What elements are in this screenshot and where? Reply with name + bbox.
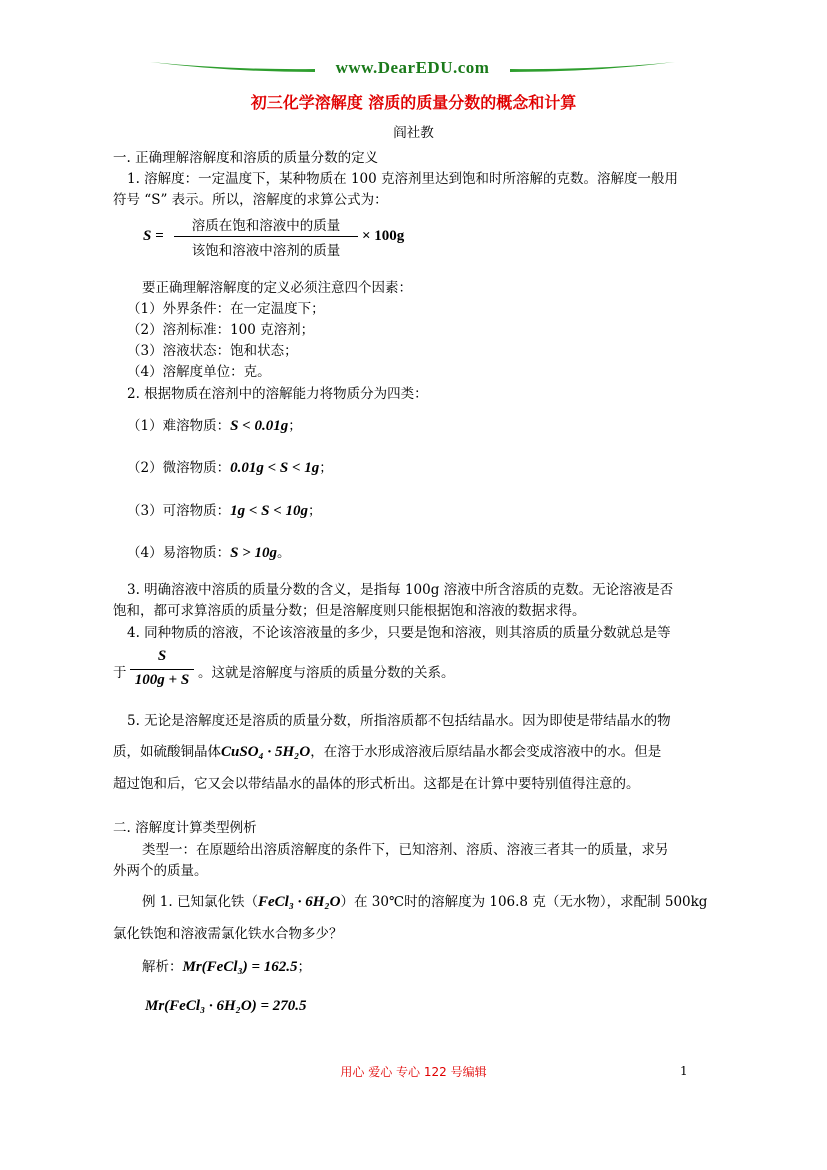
example-1-line-1 — [142, 890, 707, 911]
paragraph-3-line-1: 3. 明确溶液中溶质的质量分数的含义，是指每 100g 溶液中所含溶质的克数。无论溶液是否 — [127, 582, 674, 598]
analysis-expression: Mr(FeCl₃) = 162.5 — [182, 959, 298, 975]
paragraph-1-line-2: 符号 “S” 表示。所以，溶解度的求算公式为： — [113, 192, 388, 208]
site-brand[interactable]: www.DearEDU.com — [335, 58, 490, 77]
example-1-line-2: 氯化铁饱和溶液需氯化铁水合物多少？ — [113, 926, 343, 942]
text-span: 质，如硫酸铜晶体 — [113, 744, 221, 760]
class-label: （1）难溶物质： — [127, 418, 231, 434]
class-label: （2）微溶物质： — [127, 460, 231, 476]
solubility-class — [127, 456, 333, 477]
factor-item: （3）溶液状态：饱和状态； — [127, 343, 298, 359]
class-end: ； — [288, 418, 302, 434]
section1-heading: 一. 正确理解溶解度和溶质的质量分数的定义 — [113, 150, 379, 166]
class-expression: 0.01g < S < 1g — [230, 460, 320, 476]
section2-heading: 二. 溶解度计算类型例析 — [113, 820, 257, 836]
analysis-line-1 — [142, 955, 311, 976]
text-span: ； — [297, 959, 312, 975]
fraction-denominator: 100g + S — [134, 672, 190, 688]
mass-fraction-formula — [128, 648, 196, 692]
copper-sulfate-formula: CuSO₄ · 5H₂O — [221, 744, 311, 760]
fraction-bar — [174, 236, 358, 237]
class-end: ； — [319, 460, 333, 476]
class-end: 。 — [276, 545, 291, 561]
page-number: 1 — [680, 1064, 688, 1078]
formula-denominator: 该饱和溶液中溶剂的质量 — [191, 243, 341, 259]
class-expression: S > 10g — [230, 545, 277, 561]
class-end: ； — [308, 503, 322, 519]
formula-fraction — [172, 214, 360, 260]
factors-intro: 要正确理解溶解度的定义必须注意四个因素： — [142, 280, 412, 296]
document-author: 阎社教 — [393, 125, 434, 141]
ferric-chloride-formula: FeCl₃ · 6H₂O — [257, 894, 341, 910]
factor-item: （4）溶解度单位：克。 — [127, 364, 271, 380]
paragraph-3-line-2: 饱和，都可求算溶质的质量分数；但是溶解度则只能根据饱和溶液的数据求得。 — [113, 603, 586, 619]
formula-lhs: S = — [143, 228, 164, 244]
paragraph-4-suffix: 。这就是溶解度与溶质的质量分数的关系。 — [198, 665, 455, 681]
class-expression: 1g < S < 10g — [230, 503, 309, 519]
factor-item: （1）外界条件：在一定温度下； — [127, 301, 325, 317]
paragraph-5-line-3: 超过饱和后，它又会以带结晶水的晶体的形式析出。这都是在计算中要特别值得注意的。 — [113, 776, 640, 792]
factor-item: （2）溶剂标准：100 克溶剂； — [127, 322, 315, 338]
page-footer: 用心 爱心 专心 122 号编辑 — [340, 1065, 487, 1079]
text-span: ，在溶于水形成溶液后原结晶水都会变成溶液中的水。但是 — [310, 744, 662, 760]
paragraph-5-line-2 — [113, 740, 661, 761]
class-label: （3）可溶物质： — [127, 503, 231, 519]
class-label: （4）易溶物质： — [127, 545, 231, 561]
paragraph-4-prefix: 于 — [113, 665, 127, 681]
document-title: 初三化学溶解度 溶质的质量分数的概念和计算 — [250, 93, 577, 112]
fraction-numerator: S — [157, 648, 167, 664]
paragraph-4-line-1: 4. 同种物质的溶液，不论该溶液量的多少，只要是饱和溶液，则其溶质的质量分数就总是等 — [127, 625, 671, 641]
site-header — [150, 56, 675, 82]
formula-numerator: 溶质在饱和溶液中的质量 — [191, 218, 341, 234]
text-span: ）在 30℃时的溶解度为 106.8 克（无水物），求配制 500kg — [340, 894, 708, 910]
analysis-label: 解析： — [142, 959, 183, 975]
class-expression: S < 0.01g — [230, 418, 289, 434]
paragraph-1-line-1: 1. 溶解度：一定温度下，某种物质在 100 克溶剂里达到饱和时所溶解的克数。溶解度一般用 — [127, 171, 679, 187]
fraction-bar — [130, 669, 194, 670]
type1-line-1: 类型一：在原题给出溶质溶解度的条件下，已知溶剂、溶质、溶液三者其一的质量，求另 — [142, 842, 669, 858]
solubility-class — [127, 414, 302, 435]
text-span: 例 1. 已知氯化铁（ — [142, 894, 258, 910]
paragraph-5-line-1: 5. 无论是溶解度还是溶质的质量分数，所指溶质都不包括结晶水。因为即使是带结晶水的物 — [127, 713, 671, 729]
solubility-class — [127, 541, 290, 562]
paragraph-2: 2. 根据物质在溶剂中的溶解能力将物质分为四类： — [127, 386, 428, 402]
formula-rhs: × 100g — [362, 228, 405, 244]
type1-line-2: 外两个的质量。 — [113, 863, 208, 879]
analysis-expression-2: Mr(FeCl₃ · 6H₂O) = 270.5 — [145, 998, 307, 1014]
solubility-class — [127, 499, 322, 520]
